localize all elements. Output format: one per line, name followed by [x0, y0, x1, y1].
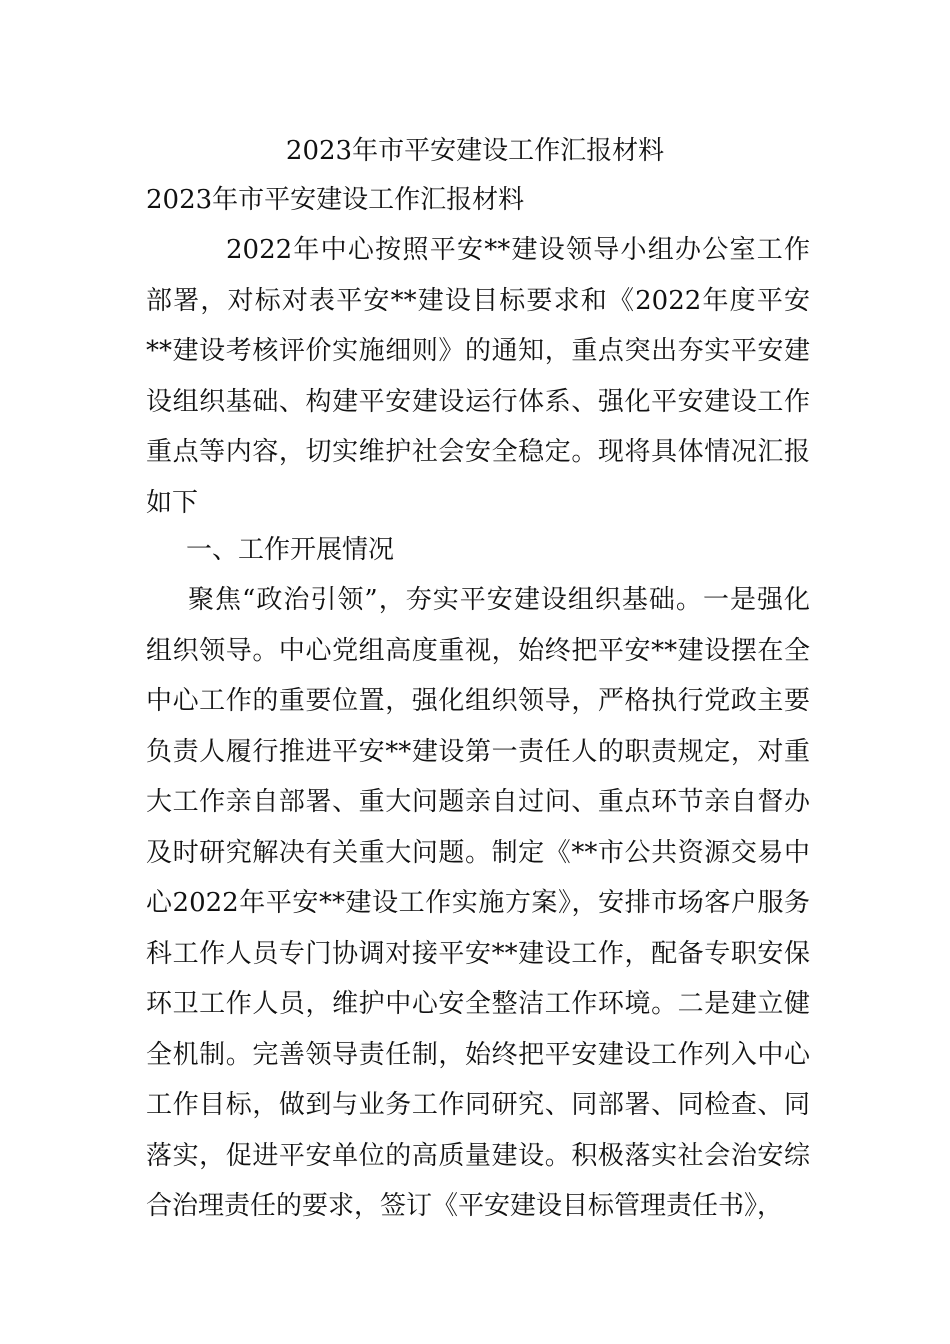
document-title: 2023年市平安建设工作汇报材料	[285, 136, 665, 166]
intro-paragraph: 2022年中心按照平安**建设领导小组办公室工作部署，对标对表平安**建设目标要求和《2022年度平安**建设考核评价实施细则》的通知，重点突出夯实平安建设组织基础、构建平安建设运行体系、强化平安建设工作重点等内容，切实维护社会安全稳定。现将具体情况汇报如下	[146, 235, 810, 518]
section-paragraph: 聚焦“政治引领”，夯实平安建设组织基础。一是强化组织领导。中心党组高度重视，始终把平安**建设摆在全中心工作的重要位置，强化组织领导，严格执行党政主要负责人履行推进平安**建设第一责任人的职责规定，对重大工作亲自部署、重大问题亲自过问、重点环节亲自督办及时研究解决有关重大问题。制定《**市公共资源交易中心2022年平安**建设工作实施方案》，安排市场客户服务科工作人员专门协调对接平安**建设工作，配备专职安保环卫工作人员，维护中心安全整洁工作环境。二是建立健全机制。完善领导责任制，始终把平安建设工作列入中心工作目标，做到与业务工作同研究、同部署、同检查、同落实，促进平安单位的高质量建设。积极落实社会治安综合治理责任的要求，签订《平安建设目标管理责任书》，	[146, 585, 810, 1221]
document-subtitle: 2023年市平安建设工作汇报材料	[146, 185, 525, 215]
section-heading: 一、工作开展情况	[186, 535, 395, 565]
